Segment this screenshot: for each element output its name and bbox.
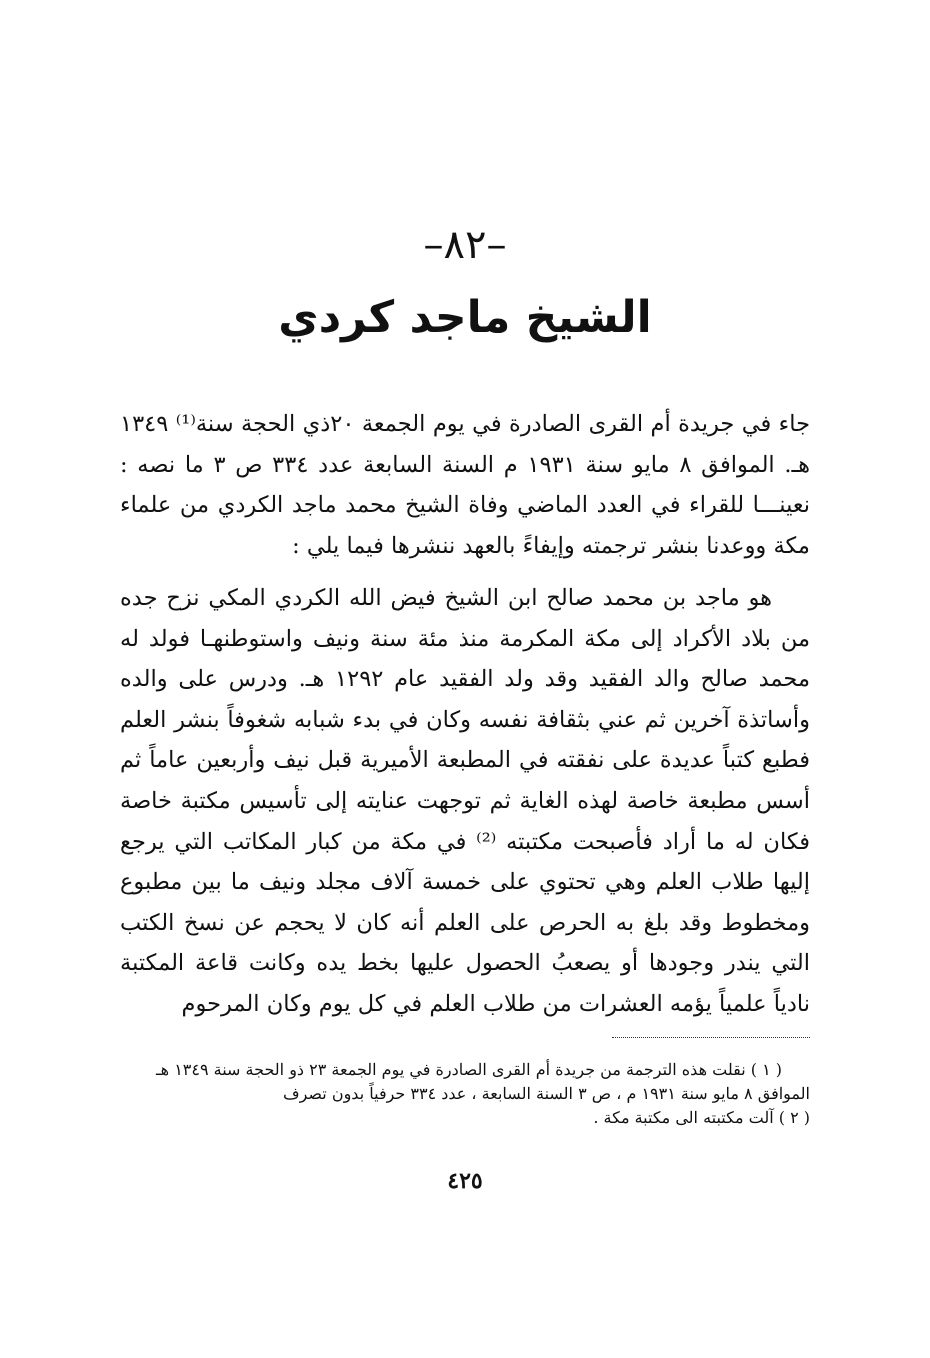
footnote-separator <box>612 1037 810 1038</box>
footnote-1: ( ١ ) نقلت هذه الترجمة من جريدة أم القرى الصادرة في يوم الجمعة ٢٣ ذو الحجة سنة ١٣٤٩ هـ الموافق ٨ مايو سنة ١٩٣١ م ، ص ٣ السنة السابعة ، عدد ٣٣٤ حرفياً بدون تصرف <box>155 1060 810 1103</box>
entry-number-text: –٨٢– <box>423 222 507 268</box>
footnote-2: ( ٢ ) آلت مكتبته الى مكتبة مكة . <box>593 1108 810 1127</box>
entry-title: الشيخ ماجد كردي <box>278 292 652 343</box>
entry-number <box>0 222 930 268</box>
footnotes <box>120 1058 810 1130</box>
page-number: ٤٢٥ <box>447 1168 483 1194</box>
body-paragraph-1: جاء في جريدة أم القرى الصادرة في يوم الجمعة ٢٠ذي الحجة سنة⁽¹⁾ ١٣٤٩ هـ. الموافق ٨ مايو سنة ١٩٣١ م السنة السابعة عدد ٣٣٤ ص ٣ ما نصه : نعينـــا للقراء في العدد الماضي وفاة الشيخ محمد ماجد الكردي من علماء مكة ووعدنا بنشر ترجمته وإيفاءً بالعهد ننشرها فيما يلي : <box>120 411 810 559</box>
body-paragraph-2: هو ماجد بن محمد صالح ابن الشيخ فيض الله الكردي المكي نزح جده من بلاد الأكراد إلى مكة المكرمة منذ مئة سنة ونيف واستوطنهـا فولد له محمد صالح والد الفقيد وقد ولد الفقيد عام ١٢٩٢ هـ. ودرس على والده وأساتذة آخرين ثم عني بثقافة نفسه وكان في بدء شبابه شغوفاً بنشر العلم فطبع كتباً عديدة على نفقته في المطبعة الأميرية قبل نيف وأربعين عاماً ثم أسس مطبعة خاصة لهذه الغاية ثم توجهت عنايته إلى تأسيس مكتبة خاصة فكان له ما أراد فأصبحت مكتبته ⁽²⁾ في مكة من كبار المكاتب التي يرجع إليها طلاب العلم وهي تحتوي على خمسة آلاف مجلد ونيف ما بين مطبوع ومخطوط وقد بلغ به الحرص على العلم أنه كان لا يحجم عن نسخ الكتب التي يندر وجودها أو يصعبُ الحصول عليها بخط يده وكانت قاعة المكتبة نادياً علمياً يؤمه العشرات من طلاب العلم في كل يوم وكان المرحوم <box>120 585 810 1017</box>
